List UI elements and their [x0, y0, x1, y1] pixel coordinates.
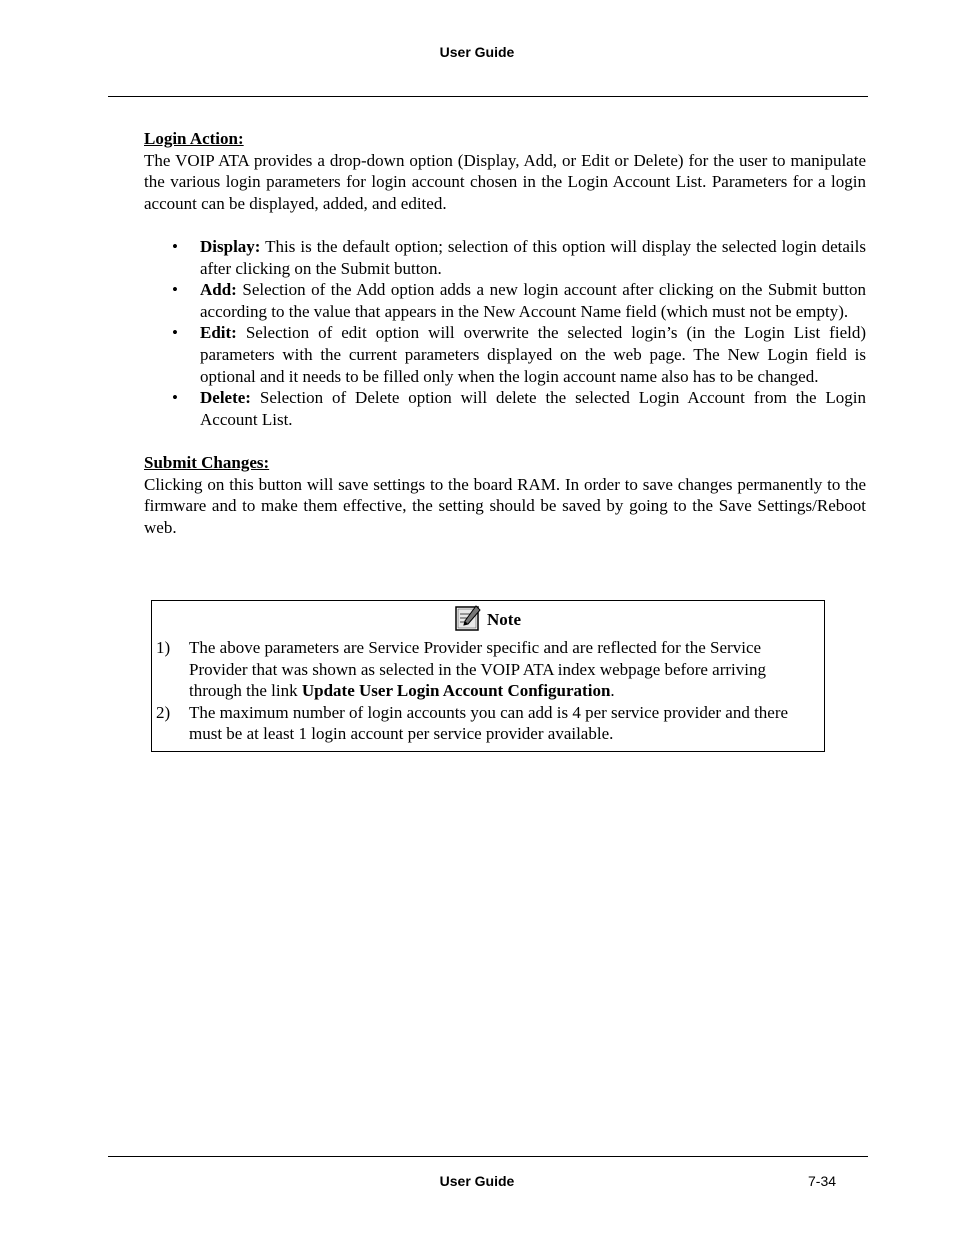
- main-content: [144, 128, 866, 538]
- bullet-marker: •: [172, 388, 178, 408]
- list-item: [144, 387, 866, 430]
- note-pencil-icon: [455, 605, 481, 631]
- option-description: Selection of the Add option adds a new login account after clicking on the Submit button according to the value that appears in the New Account Name field (which must not be empty).: [200, 280, 866, 321]
- note-header: [152, 605, 824, 637]
- option-term: Add:: [200, 280, 237, 300]
- list-item: [152, 702, 824, 745]
- note-item-text: The above parameters are Service Provider specific and are reflected for the Service Provider that was shown as selected in the VOIP ATA index webpage before arriving through the link: [189, 638, 766, 701]
- login-action-intro: The VOIP ATA provides a drop-down option (Display, Add, or Edit or Delete) for the user to manipulate the various login parameters for login account chosen in the Login Account List. Parameters for a login account can be displayed, added, and edited.: [144, 150, 866, 213]
- note-item-text-end: .: [610, 681, 615, 701]
- footer-divider: [108, 1156, 868, 1157]
- list-item: [144, 322, 866, 387]
- option-description: Selection of edit option will overwrite the selected login’s (in the Login List field) parameters with the current parameters displayed on the web page. The New Login field is optional and it needs to be filled only when the login account name also has to be changed.: [200, 323, 866, 386]
- header-divider: [108, 96, 868, 97]
- list-item: [152, 637, 824, 702]
- login-action-heading: Login Action:: [144, 129, 244, 148]
- page-number: 7-34: [808, 1173, 837, 1189]
- bullet-marker: •: [172, 323, 178, 343]
- note-item-number: 2): [156, 702, 171, 722]
- submit-changes-heading: Submit Changes:: [144, 452, 270, 472]
- note-list: [152, 637, 824, 745]
- note-title: Note: [487, 610, 521, 630]
- option-description: This is the default option; selection of this option will display the selected login details after clicking on the Submit button.: [200, 236, 866, 278]
- option-description: Selection of Delete option will delete the selected Login Account from the Login Account List.: [200, 388, 866, 429]
- note-item-link-name: Update User Login Account Configuration: [301, 681, 611, 701]
- note-item-number: 1): [156, 638, 171, 657]
- note-box: [151, 600, 825, 752]
- login-action-options-list: [144, 236, 866, 430]
- submit-changes-text: Clicking on this button will save settings to the board RAM. In order to save changes permanently to the firmware and to make them effective, the setting should be saved by going to the Save Settings/Reboot web.: [144, 474, 866, 537]
- option-term: Edit:: [200, 323, 237, 343]
- list-item: [144, 236, 866, 279]
- bullet-marker: •: [172, 236, 178, 256]
- option-term: Display:: [200, 236, 261, 256]
- page-header-title: User Guide: [439, 44, 515, 60]
- bullet-marker: •: [172, 280, 178, 300]
- note-item-text: The maximum number of login accounts you can add is 4 per service provider and there must be at least 1 login account per service provider available.: [189, 702, 789, 744]
- list-item: [144, 279, 866, 322]
- option-term: Delete:: [200, 388, 251, 408]
- page-footer-title: User Guide: [439, 1173, 515, 1189]
